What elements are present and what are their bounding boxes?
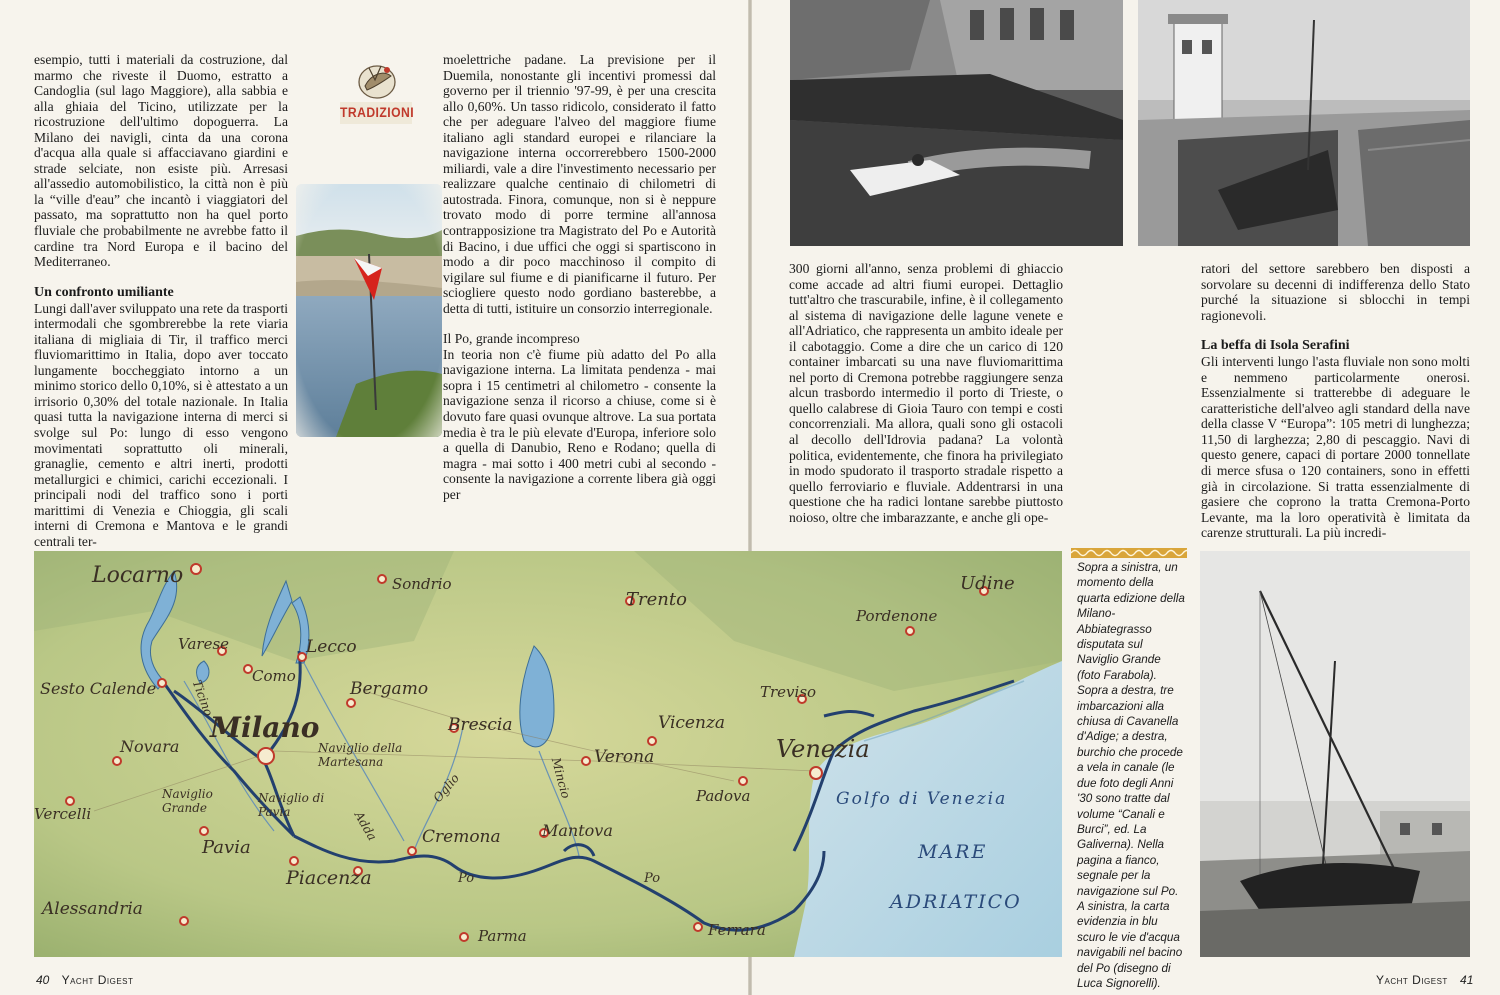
map-label-po-east: Po	[644, 871, 661, 886]
page-number-right: 41	[1460, 973, 1474, 987]
photo-burchio-sailing	[1200, 551, 1470, 957]
map-city-como: Como	[252, 667, 296, 685]
map-city-pavia: Pavia	[202, 837, 251, 858]
map-city-udine: Udine	[960, 573, 1015, 594]
map-label-adda: Adda	[351, 808, 380, 844]
photo-caption: Sopra a sinistra, un momento della quarta edizione della Milano-Abbiategrasso disputata sul Naviglio Grande (foto Farabola). Sopra a destra, tre imbarcazioni alla chiusa di Cavanella d'Adige; a destra, burchio che procede a vela in canale (le due foto degli Anni '30 sono tratte dal volume “Canali e Burci”, ed. La Galiverna). Nella pagina a fianco, segnale per la navigazione sul Po. A sinistra, la carta evidenzia in blu scuro le vie d'acqua navigabili nel bacino del Po (disegno di Luca Signorelli).	[1077, 561, 1185, 990]
map-city-parma: Parma	[478, 927, 527, 945]
map-city-lecco: Lecco	[306, 637, 357, 657]
map-label-po-west: Po	[458, 871, 475, 886]
map-city-verona: Verona	[594, 747, 655, 767]
col4-paragraph-2: Gli interventi lungo l'asta fluviale non sono molti e nemmeno particolarmente onerosi. Essenzialmente si tratterebbe di adeguare le caratteristiche dell'alveo agli standard della nave della classe V “Europa”: 105 metri di lunghezza; 11,50 di larghezza; 2,80 di pescaggio. Navi di questo genere, capaci di portare 2000 tonnellate di merce sfusa o 120 containers, sono in effetti già in circolazione. Si tratta essenzialmente di gasiere che coprono la tratta Cremona-Porto Levante, ma la loro operatività è limitata da carenze strutturali. La più incredi-	[1201, 354, 1470, 541]
map-city-varese: Varese	[178, 635, 230, 653]
magazine-name-right: Yacht Digest	[1376, 973, 1448, 987]
col3-paragraph-1: 300 giorni all'anno, senza problemi di ghiaccio come accade ad altri fiumi europei. Dettaglio tutt'altro che trascurabile, infine, è il collegamento al sistema di navigazione delle lagune venete e all'Adriatico, che rappresenta un ambito ideale per il cabotaggio. Come a dire che un carico di 120 container imbarcati su una nave fluviomarittima nel porto di Cremona potrebbe raggiungere senza alcun trasbordo intermedio il porto di Trieste, o quello calabrese di Gioia Tauro con tempi e costi concorrenziali. Ma allora, quali sono gli ostacoli al decollo dell'Idrovia padana? La volontà politica, evidentemente, che finora ha privilegiato in modo spudorato il trasporto stradale rispetto a quello ferroviario e fluviale. Addentrarsi in una questione che ha radici lontane sarebbe piuttosto noioso, oltre che imbarazzante, e anche gli ope-	[789, 261, 1063, 525]
map-sea-adriatico: ADRIATICO	[890, 891, 1022, 913]
page-number-left: 40	[36, 973, 50, 987]
po-basin-map	[34, 551, 1062, 957]
map-city-pordenone: Pordenone	[856, 607, 938, 625]
col4-paragraph-1: ratori del settore sarebbero ben disposti a sorvolare su decenni di indifferenza dello Stato purché la situazione si sblocchi in tempi ragionevoli.	[1201, 261, 1470, 323]
map-city-alessandria: Alessandria	[42, 899, 143, 919]
map-city-trento: Trento	[626, 589, 687, 610]
map-city-mantova: Mantova	[542, 821, 613, 840]
footer-right	[1376, 973, 1473, 987]
text-column-1	[34, 52, 288, 549]
text-column-3	[789, 261, 1063, 525]
col2-paragraph-1: moelettriche padane. La previsione per il Duemila, nonostante gli incentivi promessi dal governo per il triennio '97-99, è per una crescita allo 0,60%. Un tasso ridicolo, considerato il fatto che per adeguare l'alveo del maggiore fiume italiano agli standard europei e rilanciare la navigazione interna occorrerebbero 1500-2000 miliardi, vale a dire l'investimento necessario per realizzare qualche centinaio di chilometri di autostrada. Finora, comunque, non si è neppure trovato modo di porre termine all'annosa contrapposizione tra Magistrato del Po e Autorità di Bacino, i due uffici che oggi si spartiscono in modo a dir poco macchinoso il compito di vigilare sul fiume e di pianificarne il futuro. Per sciogliere questo nodo gordiano basterebbe, a detta di tutti, istituire un consorzio interregionale.	[443, 52, 716, 316]
map-label-naviglio-martesana: Naviglio della Martesana	[318, 741, 403, 769]
section-label: TRADIZIONI	[340, 102, 412, 124]
map-label-naviglio-pavia: Naviglio di Pavia	[258, 791, 325, 819]
map-city-piacenza: Piacenza	[286, 867, 372, 889]
heading-po-grande-incompreso: Il Po, grande incompreso	[443, 331, 580, 347]
map-sea-golfo-venezia: Golfo di Venezia	[836, 789, 1008, 809]
photo-river-sign	[296, 184, 442, 437]
text-column-2	[443, 52, 716, 502]
map-city-vercelli: Vercelli	[34, 805, 92, 823]
heading-confronto: Un confronto umiliante	[34, 284, 174, 300]
map-city-novara: Novara	[120, 737, 180, 756]
map-sea-mare: MARE	[918, 841, 988, 863]
magazine-name-left: Yacht Digest	[61, 973, 134, 987]
map-city-sondrio: Sondrio	[392, 575, 452, 593]
col2-paragraph-2: In teoria non c'è fiume più adatto del Po alla navigazione interna. La limitata pendenza - mai sopra i 15 centimetri al chilometro - consente la navigazione senza il ricorso a chiuse, come si è dovuto fare quasi ovunque altrove. La sua portata media è tra le più elevate d'Europa, inferiore solo a quella di Danubio, Reno e Rodano; quella di magra - mai sotto i 400 metri cubi al secondo - consente la navigazione a corrente libera già oggi per	[443, 346, 716, 502]
map-label-mincio: Mincio	[548, 756, 573, 800]
map-city-bergamo: Bergamo	[350, 679, 429, 699]
photo-lock-cavanella	[1138, 0, 1470, 246]
map-city-padova: Padova	[696, 787, 751, 805]
map-city-milano: Milano	[210, 711, 320, 744]
map-city-sesto-calende: Sesto Calende	[40, 679, 157, 698]
map-city-brescia: Brescia	[448, 715, 513, 735]
map-city-treviso: Treviso	[760, 683, 817, 701]
col1-paragraph-2: Lungi dall'aver sviluppato una rete da trasporti intermodali che sgombrerebbe la rete viaria italiana di migliaia di Tir, il traffico merci fluviomarittimo in Italia, dopo aver toccato lungamente boccheggiato intorno a un minimo storico dello 0,10%, si è attestato a un irrisorio 0,30% del totale nazionale. In Italia quasi tutta la navigazione interna di merci si svolge sul Po: lungo di esso vengono movimentati soprattutto oli minerali, granaglie, cemento e altri inerti, prodotti metallurgici e chimici, carichi eccezionali. I principali nodi del traffico sono i porti marittimi di Venezia e Chioggia, gli scali interni di Cremona e Mantova e le grandi centrali ter-	[34, 300, 288, 549]
caption-ornament	[1071, 545, 1187, 555]
photo-motorboat-race	[790, 0, 1123, 246]
footer-left	[36, 973, 133, 987]
map-label-ticino: Ticino	[189, 678, 216, 718]
map-city-ferrara: Ferrara	[708, 921, 766, 939]
text-column-4	[1201, 261, 1470, 541]
map-city-vicenza: Vicenza	[658, 713, 726, 733]
map-label-naviglio-grande: Naviglio Grande	[162, 787, 213, 815]
map-city-cremona: Cremona	[422, 827, 501, 847]
map-city-venezia: Venezia	[776, 735, 870, 763]
map-label-oglio: Oglio	[430, 771, 462, 805]
col1-paragraph-1: esempio, tutti i materiali da costruzione, dal marmo che riveste il Duomo, estratto a Candoglia (sul lago Maggiore), alla sabbia e alla ghiaia del Ticino, utilizzate per la ricostruzione dell'ultimo dopoguerra. La Milano dei navigli, cinta da una corona d'acqua alla quale si affacciavano giardini e strade selciate, non esiste più. Arresasi all'assedio automobilistico, la città non è più la “ville d'eau” che incantò i viaggiatori del passato, ma soprattutto non ha quel porto fluviale che probabilmente ne avrebbe fatto il cardine tra Nord Europa e il bacino del Mediterraneo.	[34, 52, 288, 270]
map-city-locarno: Locarno	[92, 563, 184, 588]
heading-isola-serafini: La beffa di Isola Serafini	[1201, 338, 1350, 354]
